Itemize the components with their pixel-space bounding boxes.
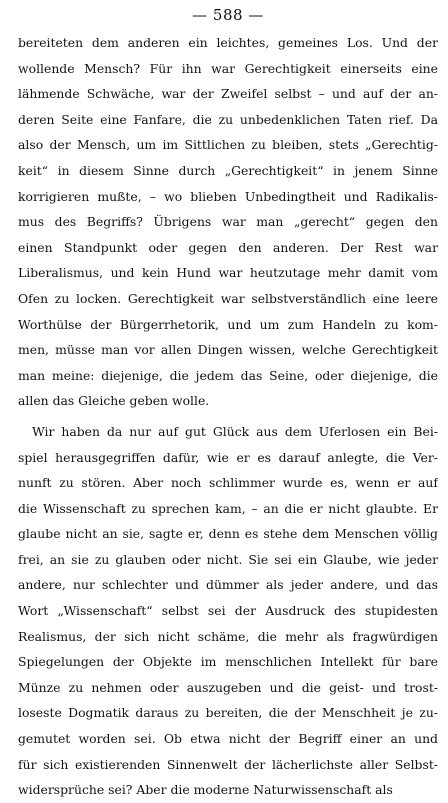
text-line: also der Mensch, um im Sittlichen zu bleiben, stets „Gerechtig- bbox=[18, 137, 438, 153]
text-line: nunft zu stören. Aber noch schlimmer wurde es, wenn er auf bbox=[18, 475, 438, 491]
text-line: mus des Begriffs? Übrigens war man „gerecht“ gegen den bbox=[18, 214, 438, 230]
text-line: Realismus, der sich nicht schäme, die mehr als fragwürdigen bbox=[18, 628, 438, 644]
text-line: einen Standpunkt oder gegen den anderen. Der Rest war bbox=[18, 239, 438, 255]
text-line: Spiegelungen der Objekte im menschlichen Intellekt für bare bbox=[18, 654, 438, 670]
text-line: lähmende Schwäche, war der Zweifel selbst – und auf der an- bbox=[18, 86, 438, 102]
paragraph bbox=[18, 28, 438, 414]
text-line: die Wissenschaft zu sprechen kam, – an die er nicht glaubte. Er bbox=[18, 500, 438, 516]
text-line: glaube nicht an sie, sagte er, denn es stehe dem Menschen völlig bbox=[18, 526, 438, 542]
paragraph bbox=[18, 419, 438, 803]
text-line: Worthülse der Bürgerrhetorik, und um zum Handeln zu kom- bbox=[18, 316, 438, 332]
text-line: andere, nur schlechter und dümmer als jeder andere, und das bbox=[18, 577, 438, 593]
text-line: allen das Gleiche geben wolle. bbox=[18, 393, 210, 409]
body-text bbox=[18, 28, 438, 803]
text-line: loseste Dogmatik daraus zu bereiten, die der Menschheit je zu- bbox=[18, 705, 438, 721]
page-number: — 588 — bbox=[192, 6, 264, 24]
text-line: spiel herausgegriffen dafür, wie er es darauf anlegte, die Ver- bbox=[18, 449, 438, 465]
text-line: wollende Mensch? Für ihn war Gerechtigkeit einerseits eine bbox=[18, 60, 438, 76]
text-line: Münze zu nehmen oder auszugeben und die geist- und trost- bbox=[18, 679, 438, 695]
text-line: frei, an sie zu glauben oder nicht. Sie sei ein Glaube, wie jeder bbox=[18, 551, 438, 567]
text-line: widersprüche sei? Aber die moderne Naturwissenschaft als bbox=[18, 782, 393, 798]
text-line: men, müsse man vor allen Dingen wissen, welche Gerechtigkeit bbox=[18, 342, 438, 358]
text-line: Wir haben da nur auf gut Glück aus dem Uferlosen ein Bei- bbox=[32, 423, 438, 439]
text-line: Liberalismus, und kein Hund war heutzutage mehr damit vom bbox=[18, 265, 438, 281]
text-line: man meine: diejenige, die jedem das Seine, oder diejenige, die bbox=[18, 367, 438, 383]
text-line: korrigieren mußte, – wo blieben Unbedingtheit und Radikalis- bbox=[18, 188, 438, 204]
text-line: bereiteten dem anderen ein leichtes, gemeines Los. Und der bbox=[18, 35, 438, 50]
text-line: deren Seite eine Fanfare, die zu unbedenklichen Taten rief. Da bbox=[18, 111, 438, 127]
text-line: Wort „Wissenschaft“ selbst sei der Ausdruck des stupidesten bbox=[18, 603, 438, 619]
text-line: für sich existierenden Sinnenwelt der lächerlichste aller Selbst- bbox=[18, 756, 438, 772]
text-line: keit“ in diesem Sinne durch „Gerechtigkeit“ in jenem Sinne bbox=[18, 162, 438, 178]
text-line: gemutet worden sei. Ob etwa nicht der Begriff einer an und bbox=[18, 731, 438, 747]
text-line: Ofen zu locken. Gerechtigkeit war selbstverständlich eine leere bbox=[18, 290, 438, 306]
